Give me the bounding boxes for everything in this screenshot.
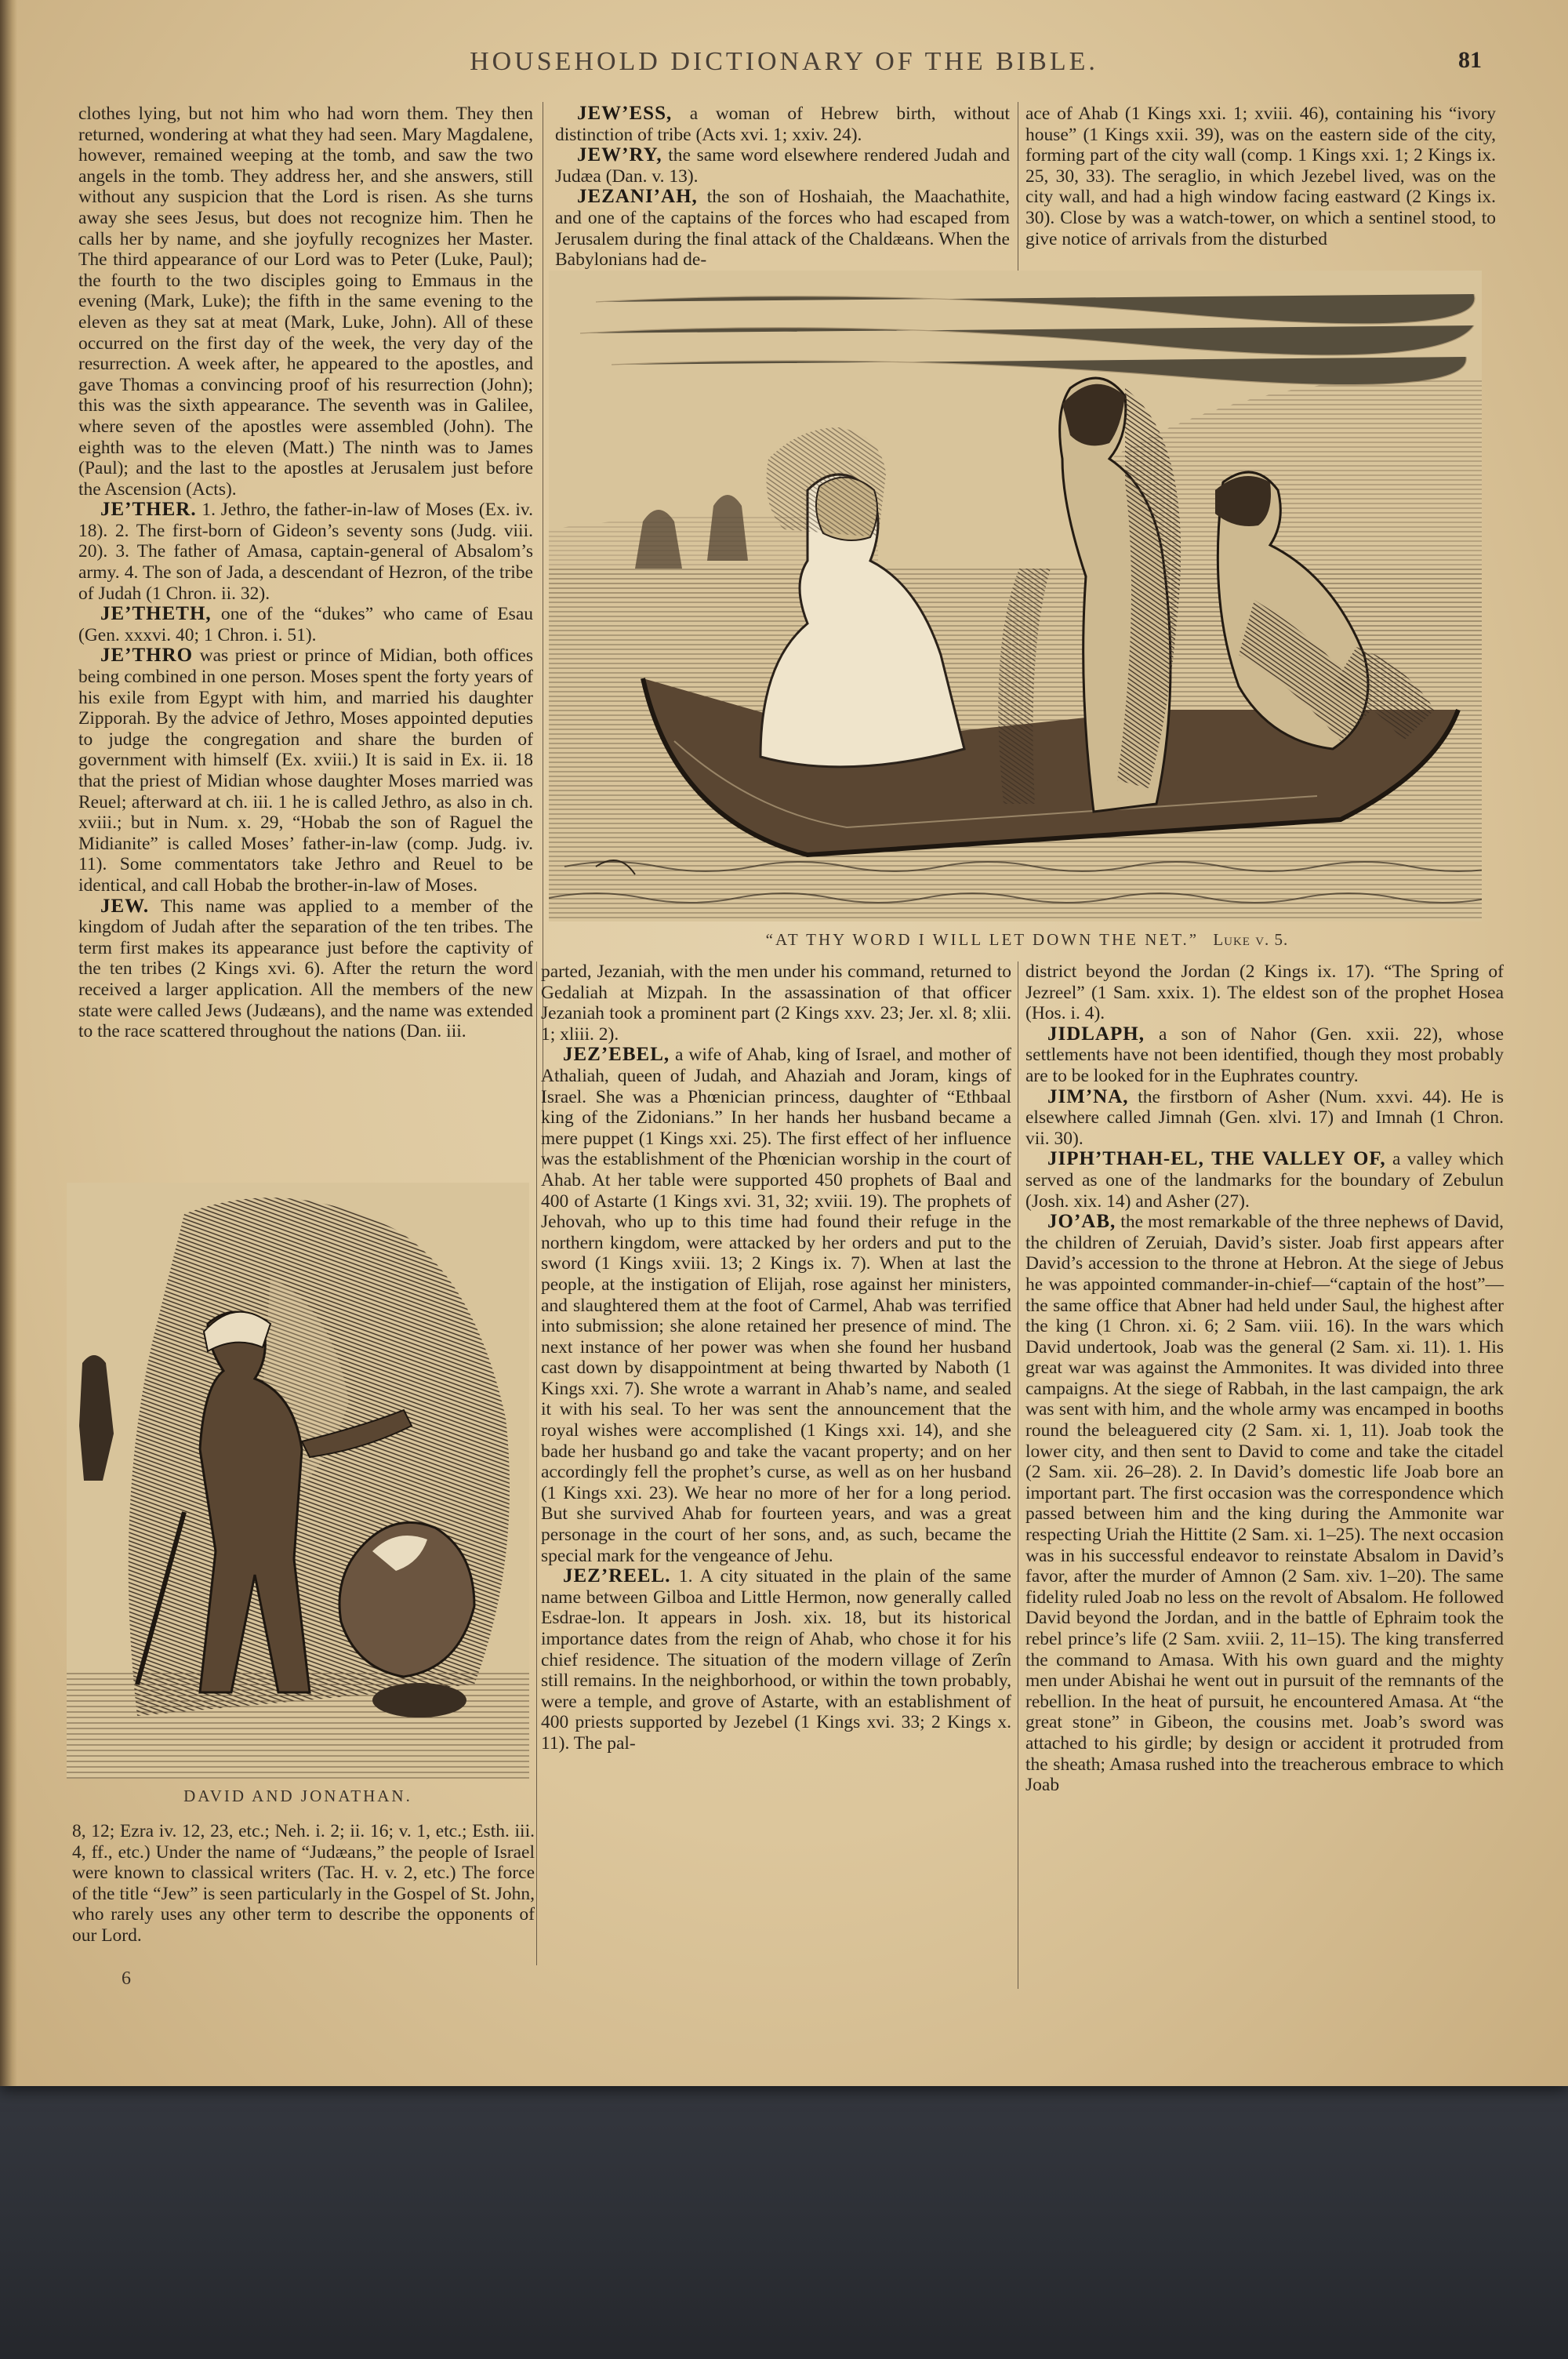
table-surface	[0, 2078, 1568, 2359]
dictionary-entry	[78, 645, 533, 896]
illustration-boat-scene	[549, 271, 1482, 921]
dictionary-entry	[1025, 1087, 1504, 1150]
dictionary-entry	[541, 961, 1011, 1045]
dictionary-entry	[1025, 1149, 1504, 1212]
entry-text: This name was applied to a member of the kingdom of Judah after the separation of the ten tribes. The term first makes its appearance just before the captivity of the ten tribes (2 Kings xvi. 6). After the return the word received a larger application. All the members of the new state were called Jews (Judæans), and the name was extended to the race scattered throughout the nations (Dan. iii.	[78, 896, 534, 1042]
entry-headword: JIPH’THAH-EL, THE VALLEY OF,	[1047, 1148, 1386, 1170]
boat-scene-engraving	[549, 271, 1482, 921]
dictionary-entry	[78, 104, 533, 500]
dictionary-entry	[1025, 1024, 1504, 1087]
dictionary-entry	[1025, 961, 1504, 1024]
column-2-top	[555, 104, 1010, 271]
entry-text: the firstborn of Asher (Num. xxvi. 44). He is elsewhere called Jimnah (Gen. xlvi. 17) and Imnah (1 Chron. vii. 30).	[1025, 1086, 1504, 1149]
dictionary-entry	[555, 145, 1010, 187]
dictionary-entry	[78, 896, 533, 1042]
page-spine-shadow	[0, 0, 17, 2086]
entry-text: parted, Jezaniah, with the men under his command, returned to Gedaliah at Mizpah. In the assassination of that officer Jezaniah took a prominent part (2 Kings xxv. 23; Jer. xl. 8; xlii. 1; xliii. 2).	[541, 961, 1011, 1045]
entry-text: district beyond the Jordan (2 Kings ix. 17). “The Spring of Jezreel” (1 Sam. xxix. 1). The eldest son of the prophet Hosea (Hos. i. 4).	[1025, 961, 1504, 1024]
entry-text: a son of Nahor (Gen. xxii. 22), whose settlements have not been identified, though they most probably are to be looked for in the Euphrates country.	[1025, 1023, 1504, 1086]
dictionary-entry	[541, 1045, 1011, 1566]
dictionary-entry	[1025, 1212, 1504, 1796]
column-rule	[536, 961, 537, 1965]
dictionary-entry	[78, 604, 533, 645]
entry-text: the son of Hoshaiah, the Maachathite, and one of the captains of the forces who had escaped from Jerusalem during the final attack of the Chaldæans. When the Babylonians had de-	[555, 187, 1011, 271]
entry-text: 1. A city situated in the plain of the same name between Gilboa and Little Hermon, now generally called Esdrae-lon. It appears in Josh. xix. 18, but its historical importance dates from the reign of Ahab, who chose it for his chief residence. The situation of the modern village of Zerîn still remains. In the neighborhood, or within the town probably, were a temple, and grove of Astarte, with an establishment of 400 priests supported by Jezebel (1 Kings xvi. 33; 2 Kings x. 11). The pal-	[541, 1566, 1011, 1754]
entry-text: 1. Jethro, the father-in-law of Moses (Ex. iv. 18). 2. The first-born of Gideon’s seventy sons (Judg. viii. 20). 3. The father of Amasa, captain-general of Absalom’s army. 4. The son of Jada, a descendant of Hezron, of the tribe of Judah (1 Chron. ii. 32).	[78, 500, 534, 604]
david-jonathan-engraving	[67, 1183, 529, 1779]
column-1-bottom	[72, 1821, 535, 1946]
dictionary-entry	[555, 104, 1010, 145]
entry-text: was priest or prince of Midian, both offices being combined in one person. Moses spent the forty years of his exile from Egypt with him, and married his daughter Zipporah. By the advice of Jethro, Moses appointed deputies to judge the congregation and share the burden of government with himself (Ex. xviii.) It is said in Ex. ii. 18 that the priest of Midian whose daughter Moses married was Reuel; afterward at ch. iii. 1 he is called Jethro, as also in ch. xviii.; but in Num. x. 29, “Hobab the son of Raguel the Midianite” is called Moses’ father-in-law (comp. Judg. iv. 11). Some commentators take Jethro and Reuel to be identical, and call Hobab the brother-in-law of Moses.	[78, 645, 533, 896]
running-title: HOUSEHOLD DICTIONARY OF THE BIBLE.	[470, 47, 1098, 76]
column-2-middle	[541, 961, 1011, 1754]
top-illustration-caption	[674, 930, 1380, 950]
entry-headword: JEZ’EBEL,	[563, 1044, 670, 1066]
entry-text: a wife of Ahab, king of Israel, and mother of Athaliah, queen of Judah, and Ahaziah and Joram, kings of Israel. She was a Phœnician princess, daughter of “Ethbaal king of the Zidonians.” In her hands her husband became a mere puppet (1 Kings xxi. 25). The first effect of her influence was the establishment of the Phœnician worship in the court of Ahab. At her table were supported 450 prophets of Baal and 400 of Astarte (1 Kings xvi. 31, 32; xviii. 19). The prophets of Jehovah, who up to this time had found their refuge in the northern kingdom, were attacked by her orders and put to the sword (1 Kings xviii. 13; 2 Kings ix. 7). When at last the people, at the instigation of Elijah, rose against her ministers, and slaughtered them at the foot of Carmel, Ahab was terrified into submission; she alone retained her presence of mind. The next instance of her power was when she found her husband cast down by disappointment at being thwarted by Naboth (1 Kings xxi. 7). She wrote a warrant in Ahab’s name, and sealed it with his seal. To her was sent the announcement that the royal wishes were accomplished (1 Kings xxi. 14), and she bade her husband go and take the vacant property; and on her accordingly fell the prophet’s curse, as well as on her husband (1 Kings xxi. 23). We hear no more of her for a long period. But she survived Ahab for fourteen years, and was a great personage in the court of her sons, and, as such, became the special mark for the vengeance of Jehu.	[541, 1045, 1012, 1566]
entry-text: the most remarkable of the three nephews of David, the children of Zeruiah, David’s sister. Joab first appears after David’s accession to the throne at Hebron. At the siege of Jebus he was appointed commander-in-chief—“captain of the host”—the same office that Abner had held under Saul, the highest after the king (1 Chron. xi. 6; 2 Sam. viii. 16). In the wars which David undertook, Joab was the general (2 Sam. xi. 11). 1. His great war was against the Ammonites. It was divided into three campaigns. At the siege of Rabbah, in the last campaign, the ark was sent with him, and the whole army was encamped in booths round the beleaguered city (2 Sam. xi. 1, 11). Joab took the lower city, and then sent to David to come and take the citadel (2 Sam. xii. 26–28). 2. In David’s domestic life Joab bore an important part. The first occasion was the correspondence which passed between him and the king during the Ammonite war respecting Uriah the Hittite (2 Sam. xi. 1–25). The next occasion was in his successful endeavor to reinstate Absalom in David’s favor, after the murder of Amnon (2 Sam. xiv. 1–20). The same fidelity ruled Joab no less on the revolt of Absalom. He followed David beyond the Jordan, and in the battle of Ephraim took the rebel prince’s life (2 Sam. xviii. 2, 11–15). The king transferred the command to Amasa. With his own guard and the mighty men under Abishai he went out in pursuit of the remnants of the rebellion. In the heat of pursuit, he encountered Amasa. At “the great stone” in Gibeon, the cousins met. Joab’s sword was attached to his girdle; by design or accident it protruded from the sheath; Amasa rushed into the treacherous embrace to which Joab	[1025, 1212, 1504, 1796]
entry-headword: JEW’ESS,	[577, 103, 673, 124]
entry-headword: JE’THRO	[100, 645, 194, 667]
entry-headword: JEZANI’AH,	[577, 186, 698, 208]
left-illustration-caption: DAVID AND JONATHAN.	[183, 1787, 412, 1805]
entry-headword: JE’THETH,	[100, 603, 212, 625]
illustration-david-jonathan	[67, 1183, 529, 1779]
entry-headword: JO’AB,	[1047, 1211, 1116, 1233]
entry-text: a woman of Hebrew birth, without distinction of tribe (Acts xvi. 1; xxiv. 24).	[555, 104, 1011, 145]
column-3-middle	[1025, 961, 1504, 1796]
entry-text: the same word elsewhere rendered Judah and Judæa (Dan. v. 13).	[555, 145, 1010, 187]
entry-headword: JIDLAPH,	[1047, 1023, 1145, 1045]
dictionary-entry	[555, 187, 1010, 270]
dictionary-entry	[78, 500, 533, 604]
entry-text: one of the “dukes” who came of Esau (Gen. xxxvi. 40; 1 Chron. i. 51).	[78, 604, 533, 645]
dictionary-entry	[541, 1566, 1011, 1754]
page-number: 81	[1458, 47, 1482, 73]
column-1-top	[78, 104, 533, 1042]
caption-reference: Luke v. 5.	[1213, 930, 1289, 949]
signature-mark: 6	[122, 1968, 131, 1989]
entry-headword: JEW’RY,	[577, 144, 662, 166]
entry-text: a valley which served as one of the landmarks for the boundary of Zebulun (Josh. xix. 14) and Asher (27).	[1025, 1149, 1504, 1212]
entry-text: ace of Ahab (1 Kings xxi. 1; xviii. 46), containing his “ivory house” (1 Kings xxii. 39), was on the eastern side of the city, forming part of the city wall (comp. 1 Kings xxi. 1; 2 Kings ix. 25, 30, 33). The seraglio, in which Jezebel lived, was on the city wall, and had a high window facing eastward (2 Kings ix. 30). Close by was a watch-tower, on which a sentinel stood, to give notice of arrivals from the disturbed	[1025, 104, 1496, 249]
entry-headword: JIM’NA,	[1047, 1085, 1129, 1107]
entry-text: clothes lying, but not him who had worn them. They then returned, wondering at what they had seen. Mary Magdalene, however, remained weeping at the tomb, and saw the two angels in the tomb. They address her, and she answers, still without any suspicion that the Lord is risen. As she turns away she sees Jesus, but does not recognize him. Then he calls her by name, and she joyfully recognizes her Master. The third appearance of our Lord was to Peter (Luke, Paul); the fourth to the two disciples going to Emmaus in the evening (Mark, Luke); the fifth in the same evening to the eleven as they sat at meat (Mark, Luke, John). All of these occurred on the first day of the week, the very day of the resurrection. A week after, he appeared to the apostles, and gave Thomas a convincing proof of his resurrection (John); this was the sixth appearance. The seventh was in Galilee, where seven of the apostles were assembled (John). The eighth was to the eleven (Matt.) The ninth was to James (Paul); and the last to the apostles at Jerusalem just before the Ascension (Acts).	[78, 104, 533, 500]
column-3-top	[1025, 104, 1496, 249]
entry-headword: JEZ’REEL.	[563, 1565, 671, 1587]
entry-text: 8, 12; Ezra iv. 12, 23, etc.; Neh. i. 2; ii. 16; v. 1, etc.; Esth. iii. 4, ff., etc.) Under the name of “Judæans,” the people of Israel were known to classical writers (Tac. H. v. 2, etc.) The force of the title “Jew” is seen particularly in the Gospel of St. John, who rarely uses any other term to describe the opponents of our Lord.	[72, 1821, 535, 1946]
caption-quote: “AT THY WORD I WILL LET DOWN THE NET.”	[765, 930, 1200, 949]
entry-headword: JEW.	[100, 895, 150, 917]
entry-headword: JE’THER.	[100, 499, 197, 521]
